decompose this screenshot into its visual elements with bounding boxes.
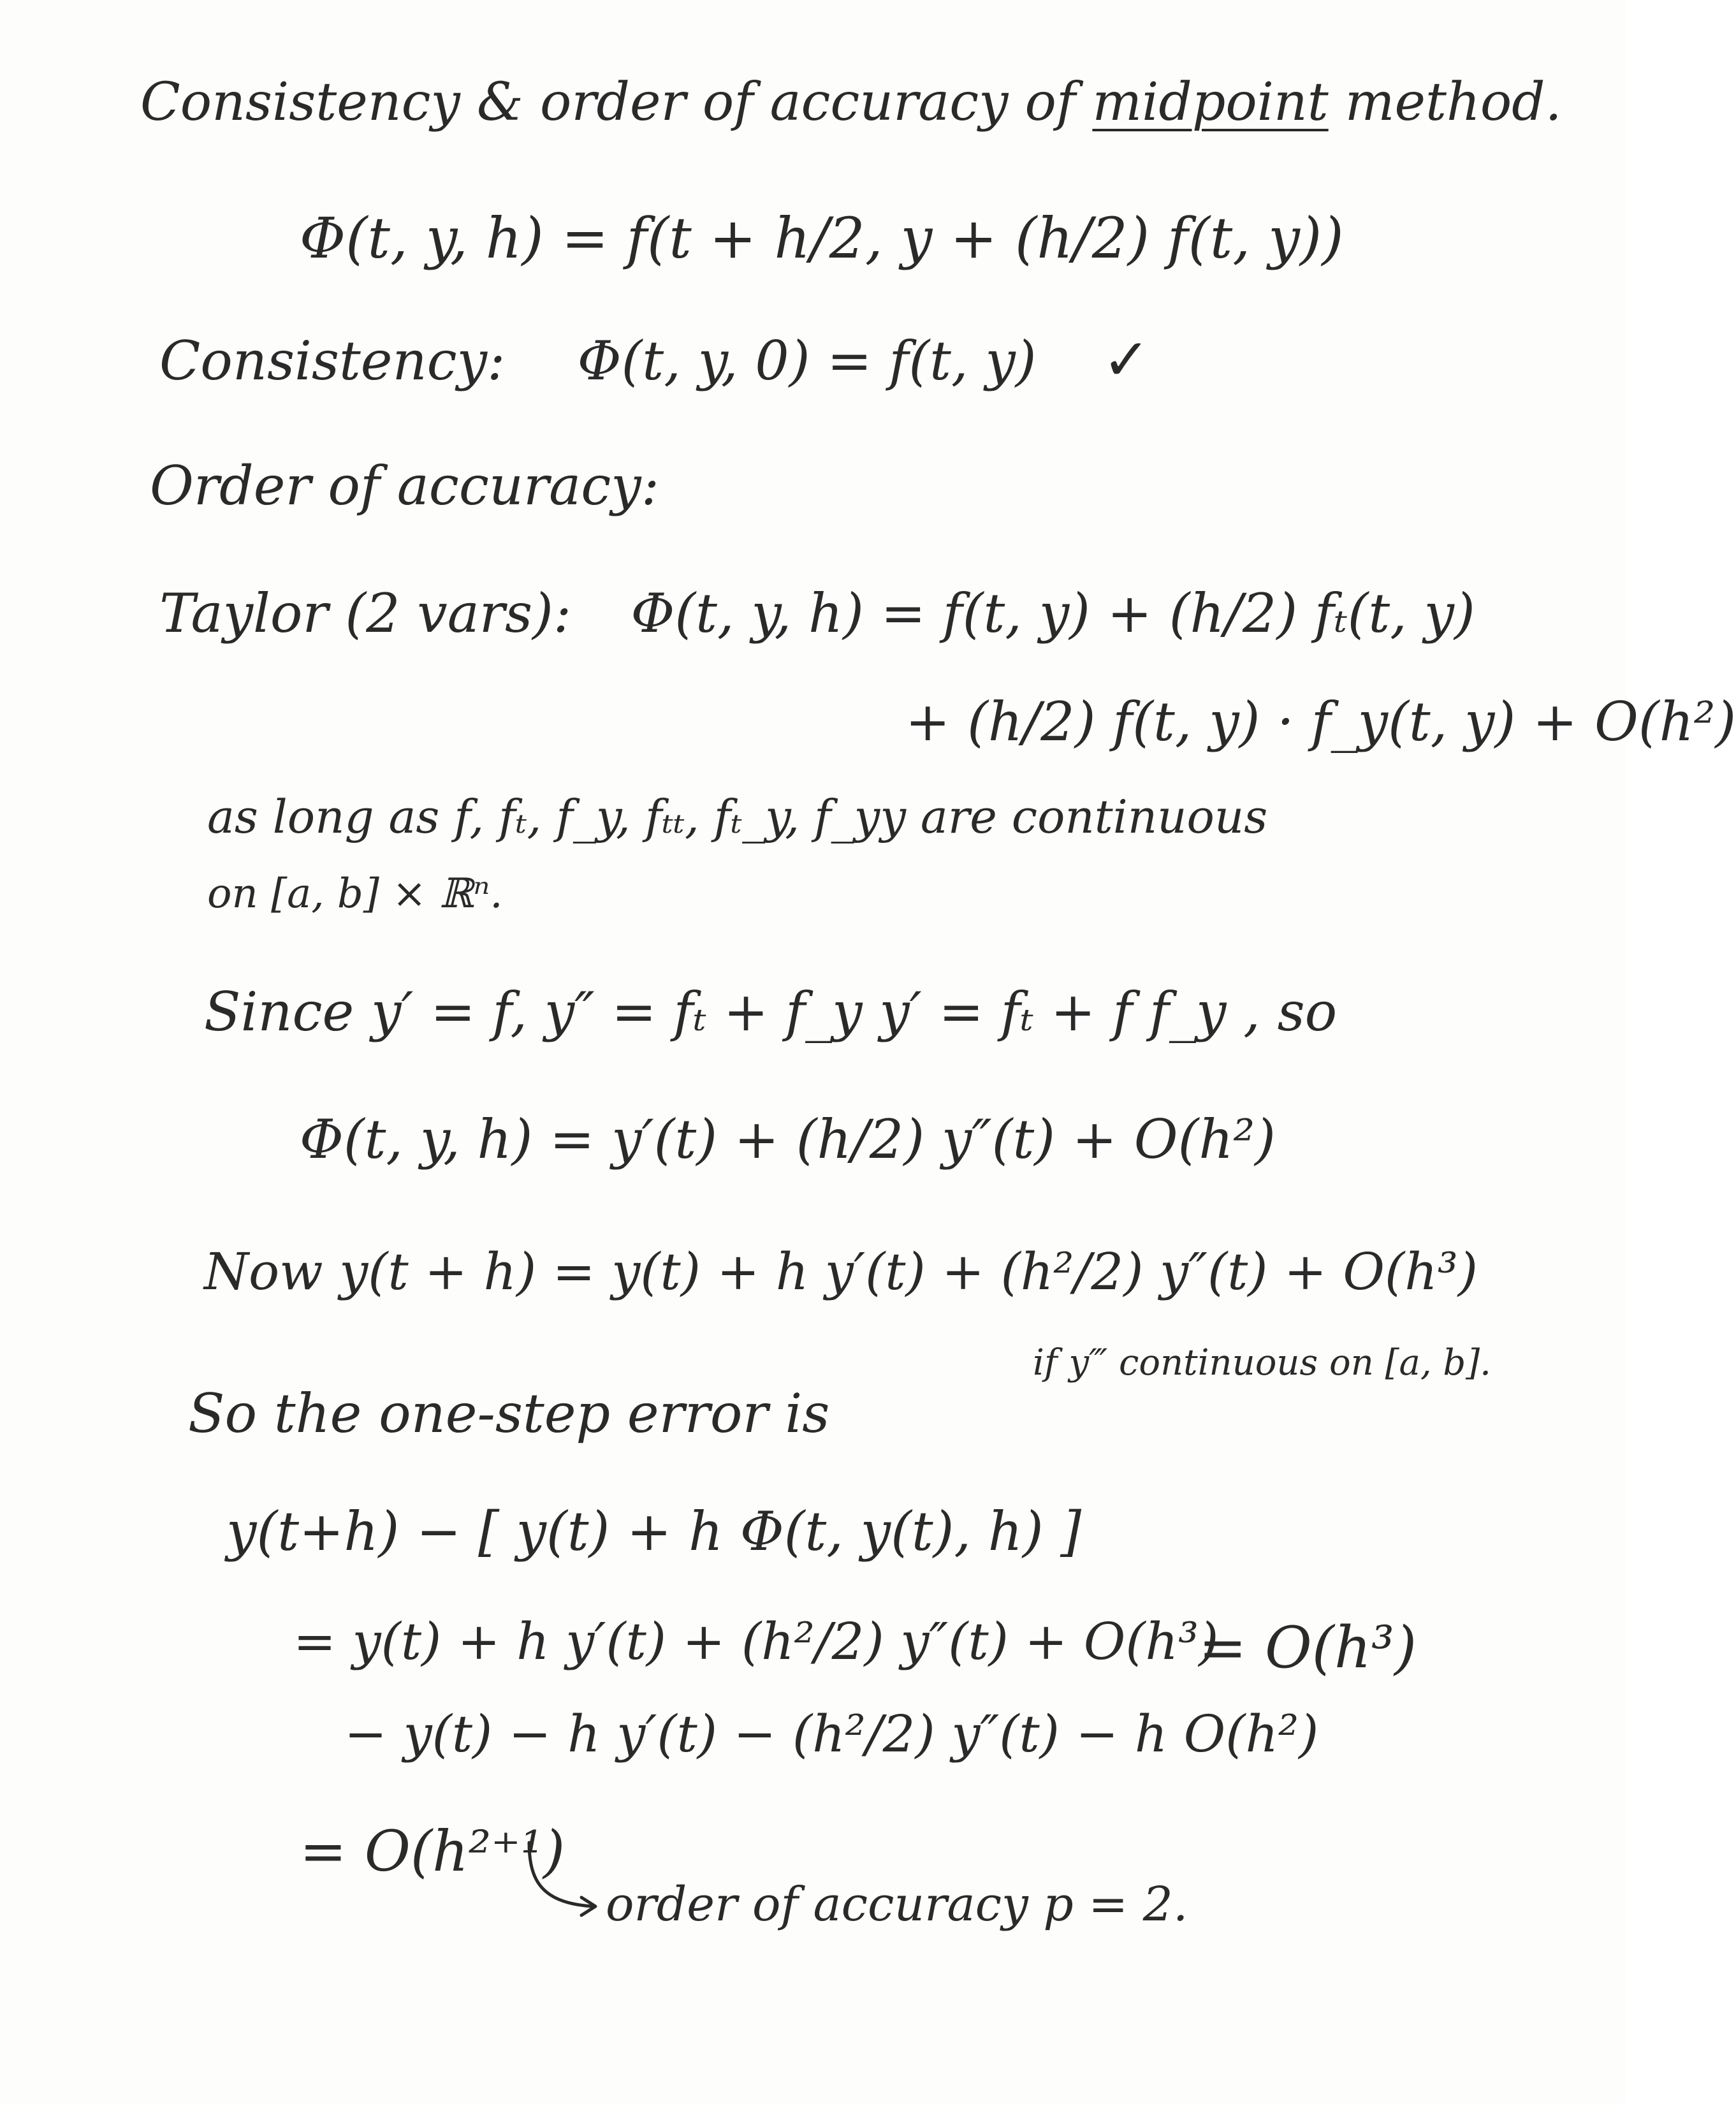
since-line: Since y′ = f, y″ = fₜ + f_y y′ = fₜ + f f_y , so	[204, 981, 1338, 1043]
taylor-expansion-1: Φ(t, y, h) = f(t, y) + (h/2) fₜ(t, y)	[631, 582, 1475, 645]
error-expression: y(t+h) − [ y(t) + h Φ(t, y(t), h) ]	[226, 1500, 1082, 1563]
consistency-line	[159, 326, 1151, 393]
now-line: Now y(t + h) = y(t) + h y′(t) + (h²/2) y″(t) + O(h³)	[204, 1242, 1478, 1301]
continuity-note: if y‴ continuous on [a, b].	[1033, 1342, 1491, 1384]
error-intro: So the one-step error is	[188, 1382, 830, 1445]
error-row-1: = y(t) + h y′(t) + (h²/2) y″(t) + O(h³)	[293, 1612, 1219, 1671]
error-result: = O(h³)	[1199, 1614, 1417, 1681]
check-icon: ✓	[1102, 326, 1151, 393]
order-annotation: order of accuracy p = 2.	[606, 1877, 1188, 1932]
continuity-condition-2: on [a, b] × ℝⁿ.	[207, 870, 503, 917]
method-definition: Φ(t, y, h) = f(t + h/2, y + (h/2) f(t, y))	[300, 205, 1344, 271]
phi-expansion: Φ(t, y, h) = y′(t) + (h/2) y″(t) + O(h²)	[300, 1108, 1276, 1171]
page-heading	[140, 72, 1562, 133]
hook-arrow-icon	[510, 1836, 612, 1932]
heading-suffix: method.	[1345, 72, 1562, 133]
continuity-condition-1: as long as f, fₜ, f_y, fₜₜ, fₜ_y, f_yy are continuous	[207, 790, 1268, 844]
consistency-label: Consistency:	[159, 330, 506, 392]
consistency-formula: Φ(t, y, 0) = f(t, y)	[577, 330, 1037, 392]
taylor-label: Taylor (2 vars):	[159, 582, 572, 645]
order-heading: Order of accuracy:	[150, 455, 660, 517]
heading-underlined-word: midpoint	[1092, 72, 1329, 133]
heading-prefix: Consistency & order of accuracy of	[140, 72, 1076, 133]
error-final: = O(h²⁺¹)	[300, 1818, 565, 1884]
error-row-2: − y(t) − h y′(t) − (h²/2) y″(t) − h O(h²)	[344, 1704, 1319, 1764]
taylor-line-2: + (h/2) f(t, y) · f_y(t, y) + O(h²)	[905, 690, 1736, 753]
taylor-line-1	[159, 582, 1475, 645]
